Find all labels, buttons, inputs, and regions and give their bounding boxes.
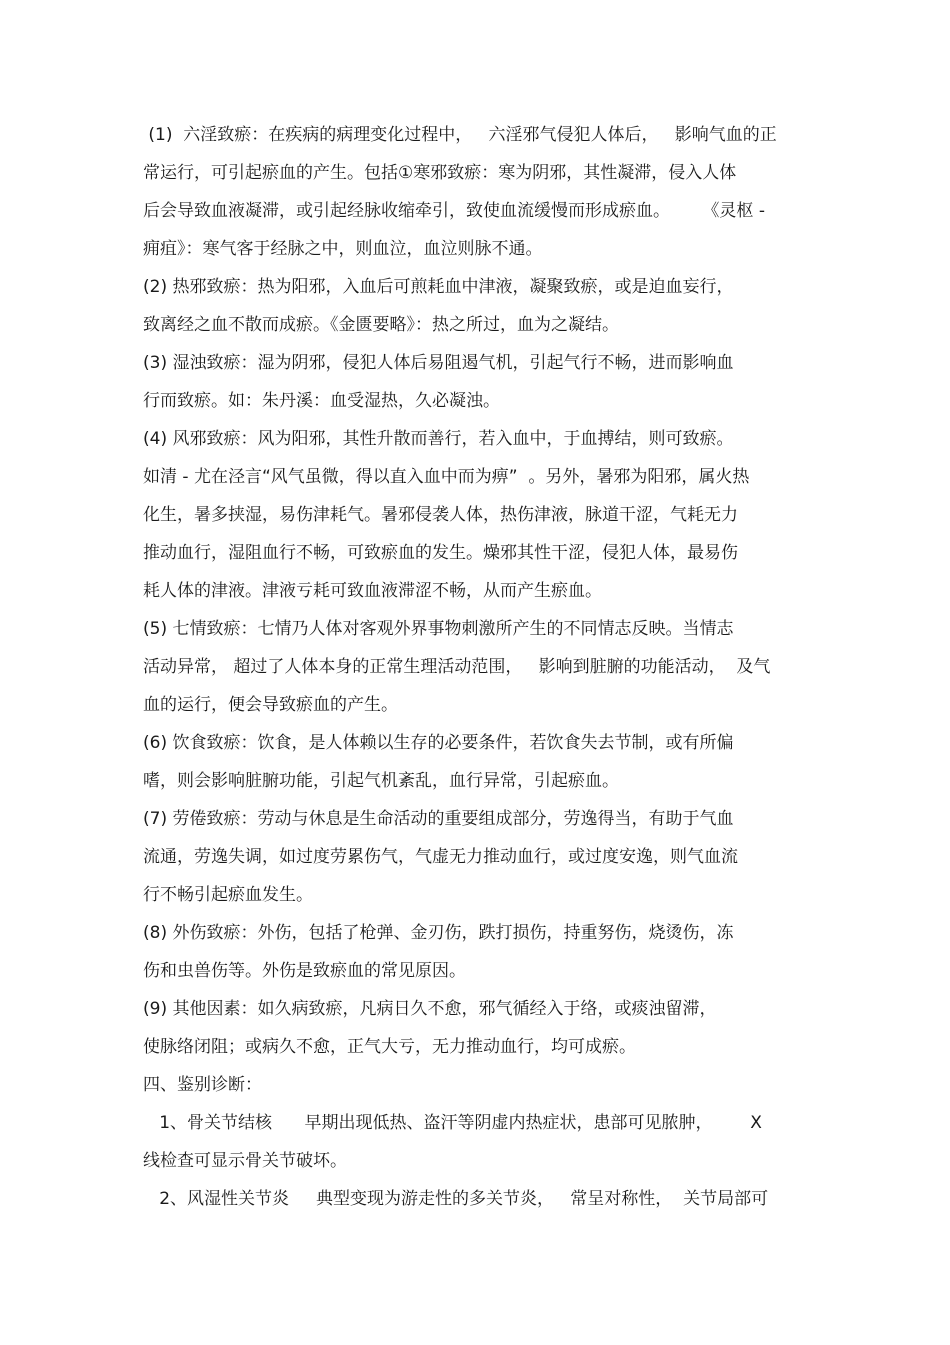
text-line: (5) 七情致瘀：七情乃人体对客观外界事物刺激所产生的不同情志反映。当情志: [143, 619, 734, 639]
text-line: (4) 风邪致瘀：风为阳邪，其性升散而善行，若入血中，于血搏结，则可致瘀。: [143, 429, 734, 449]
text-line: 常运行，可引起瘀血的产生。包括①寒邪致瘀：寒为阴邪，其性凝滞，侵入人体: [143, 163, 737, 183]
text-line: 线检查可显示骨关节破坏。: [143, 1151, 347, 1171]
text-line: 使脉络闭阻；或病久不愈，正气大亏，无力推动血行，均可成瘀。: [143, 1037, 636, 1057]
text-line: 致离经之血不散而成瘀。《金匮要略》：热之所过，血为之凝结。: [143, 315, 619, 335]
text-line: (9) 其他因素：如久病致瘀，凡病日久不愈，邪气循经入于络，或痰浊留滞，: [143, 999, 717, 1019]
text-line: 行不畅引起瘀血发生。: [143, 885, 313, 905]
text-line: (1) 六淫致瘀：在疾病的病理变化过程中， 六淫邪气侵犯人体后， 影响气血的正: [143, 125, 777, 145]
text-line: (7) 劳倦致瘀：劳动与休息是生命活动的重要组成部分，劳逸得当，有助于气血: [143, 809, 734, 829]
text-line: 推动血行，湿阻血行不畅，可致瘀血的发生。燥邪其性干涩，侵犯人体，最易伤: [143, 543, 738, 563]
text-line: 如清 - 尤在泾言“风气虽微，得以直入血中而为痹” 。另外，暑邪为阳邪，属火热: [143, 467, 750, 487]
text-line: (6) 饮食致瘀：饮食，是人体赖以生存的必要条件，若饮食失去节制，或有所偏: [143, 733, 734, 753]
text-line: 伤和虫兽伤等。外伤是致瘀血的常见原因。: [143, 961, 466, 981]
section-heading: 四、鉴别诊断：: [143, 1075, 262, 1095]
text-line: 后会导致血液凝滞，或引起经脉收缩牵引，致使血流缓慢而形成瘀血。 《灵枢 -: [143, 201, 765, 221]
text-line: 1、骨关节结核 早期出现低热、盗汗等阴虚内热症状，患部可见脓肿， X: [143, 1113, 762, 1133]
text-line: (2) 热邪致瘀：热为阳邪，入血后可煎耗血中津液，凝聚致瘀，或是迫血妄行，: [143, 277, 734, 297]
text-line: 化生，暑多挟湿，易伤津耗气。暑邪侵袭人体，热伤津液，脉道干涩，气耗无力: [143, 505, 738, 525]
text-line: 行而致瘀。如：朱丹溪：血受湿热，久必凝浊。: [143, 391, 500, 411]
text-line: 2、风湿性关节炎 典型变现为游走性的多关节炎， 常呈对称性， 关节局部可: [143, 1189, 769, 1209]
text-line: (8) 外伤致瘀：外伤，包括了枪弹、金刃伤，跌打损伤，持重努伤，烧烫伤，冻: [143, 923, 734, 943]
text-line: 血的运行，便会导致瘀血的产生。: [143, 695, 398, 715]
text-line: 痈疽》：寒气客于经脉之中，则血泣，血泣则脉不通。: [143, 239, 543, 259]
text-line: 流通，劳逸失调，如过度劳累伤气，气虚无力推动血行，或过度安逸，则气血流: [143, 847, 738, 867]
text-line: (3) 湿浊致瘀：湿为阴邪，侵犯人体后易阻遏气机，引起气行不畅，进而影响血: [143, 353, 734, 373]
text-line: 耗人体的津液。津液亏耗可致血液滞涩不畅，从而产生瘀血。: [143, 581, 602, 601]
text-line: 嗜，则会影响脏腑功能，引起气机紊乱，血行异常，引起瘀血。: [143, 771, 619, 791]
text-line: 活动异常， 超过了人体本身的正常生理活动范围， 影响到脏腑的功能活动， 及气: [143, 657, 771, 677]
